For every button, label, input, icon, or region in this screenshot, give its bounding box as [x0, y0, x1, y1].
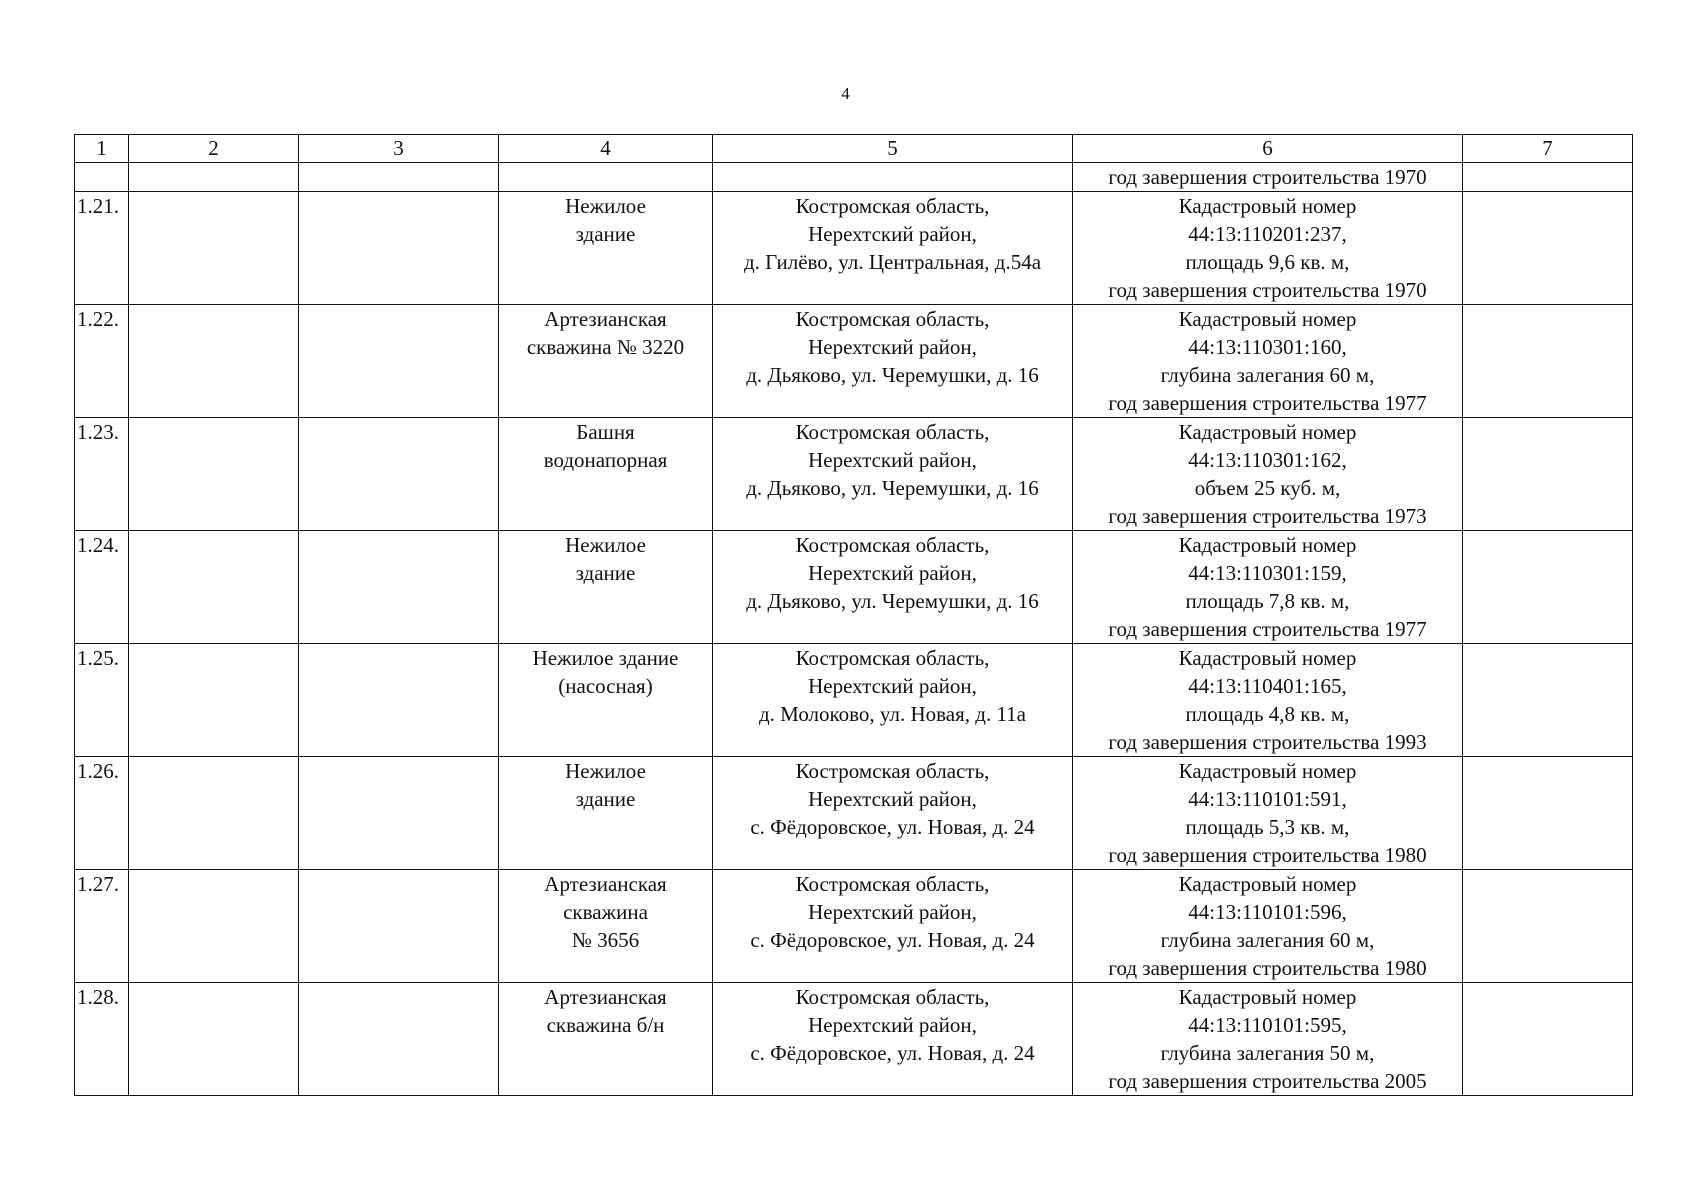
cell-object-name: Нежилое здание — [499, 192, 713, 305]
cell-col-3 — [299, 531, 499, 644]
cell-col-3 — [299, 757, 499, 870]
cell-address: Костромская область, Нерехтский район, д. Дьяково, ул. Черемушки, д. 16 — [713, 531, 1073, 644]
header-row — [75, 135, 1633, 163]
cell-col-3 — [299, 644, 499, 757]
cell-col-3 — [299, 983, 499, 1096]
cell-object-name — [499, 163, 713, 192]
cell-object-name: Башня водонапорная — [499, 418, 713, 531]
cell-object-name: Нежилое здание (насосная) — [499, 644, 713, 757]
cell-col-7 — [1463, 418, 1633, 531]
cell-number: 1.26. — [75, 757, 129, 870]
cell-number: 1.23. — [75, 418, 129, 531]
cell-col-7 — [1463, 644, 1633, 757]
cell-object-name: Артезианская скважина № 3656 — [499, 870, 713, 983]
header-col-2: 2 — [129, 135, 299, 163]
cell-object-name: Артезианская скважина № 3220 — [499, 305, 713, 418]
cell-address: Костромская область, Нерехтский район, д. Гилёво, ул. Центральная, д.54а — [713, 192, 1073, 305]
cell-number: 1.21. — [75, 192, 129, 305]
cell-characteristics: Кадастровый номер 44:13:110101:596, глубина залегания 60 м, год завершения строительства 1980 — [1073, 870, 1463, 983]
cell-characteristics: Кадастровый номер 44:13:110101:595, глубина залегания 50 м, год завершения строительства 2005 — [1073, 983, 1463, 1096]
cell-col-7 — [1463, 163, 1633, 192]
cell-col-2 — [129, 418, 299, 531]
cell-col-3 — [299, 192, 499, 305]
header-col-3: 3 — [299, 135, 499, 163]
cell-characteristics: Кадастровый номер 44:13:110101:591, площадь 5,3 кв. м, год завершения строительства 1980 — [1073, 757, 1463, 870]
table-row — [75, 192, 1633, 305]
table-header — [75, 135, 1633, 163]
cell-col-7 — [1463, 757, 1633, 870]
cell-address: Костромская область, Нерехтский район, д. Дьяково, ул. Черемушки, д. 16 — [713, 418, 1073, 531]
header-col-7: 7 — [1463, 135, 1633, 163]
cell-col-7 — [1463, 192, 1633, 305]
cell-col-7 — [1463, 983, 1633, 1096]
table-body — [75, 163, 1633, 1096]
cell-col-7 — [1463, 870, 1633, 983]
cell-number: 1.22. — [75, 305, 129, 418]
cell-characteristics: Кадастровый номер 44:13:110201:237, площадь 9,6 кв. м, год завершения строительства 1970 — [1073, 192, 1463, 305]
cell-col-2 — [129, 192, 299, 305]
page-number: 4 — [841, 84, 850, 103]
cell-address — [713, 163, 1073, 192]
table-row — [75, 418, 1633, 531]
cell-col-7 — [1463, 531, 1633, 644]
cell-object-name: Артезианская скважина б/н — [499, 983, 713, 1096]
table-row — [75, 644, 1633, 757]
header-col-1: 1 — [75, 135, 129, 163]
cell-col-2 — [129, 870, 299, 983]
cell-col-3 — [299, 418, 499, 531]
cell-characteristics: Кадастровый номер 44:13:110301:162, объем 25 куб. м, год завершения строительства 1973 — [1073, 418, 1463, 531]
property-registry-table — [74, 134, 1633, 1096]
cell-col-3 — [299, 163, 499, 192]
cell-characteristics: Кадастровый номер 44:13:110401:165, площадь 4,8 кв. м, год завершения строительства 1993 — [1073, 644, 1463, 757]
cell-object-name: Нежилое здание — [499, 531, 713, 644]
table-row — [75, 870, 1633, 983]
cell-number: 1.27. — [75, 870, 129, 983]
cell-object-name: Нежилое здание — [499, 757, 713, 870]
cell-col-2 — [129, 305, 299, 418]
cell-number — [75, 163, 129, 192]
header-col-6: 6 — [1073, 135, 1463, 163]
table-row — [75, 305, 1633, 418]
header-col-5: 5 — [713, 135, 1073, 163]
table-row — [75, 531, 1633, 644]
cell-address: Костромская область, Нерехтский район, с. Фёдоровское, ул. Новая, д. 24 — [713, 870, 1073, 983]
cell-number: 1.25. — [75, 644, 129, 757]
cell-address: Костромская область, Нерехтский район, д. Молоково, ул. Новая, д. 11а — [713, 644, 1073, 757]
cell-col-2 — [129, 163, 299, 192]
cell-number: 1.24. — [75, 531, 129, 644]
cell-address: Костромская область, Нерехтский район, с. Фёдоровское, ул. Новая, д. 24 — [713, 757, 1073, 870]
cell-characteristics: Кадастровый номер 44:13:110301:160, глубина залегания 60 м, год завершения строительства 1977 — [1073, 305, 1463, 418]
cell-characteristics: Кадастровый номер 44:13:110301:159, площадь 7,8 кв. м, год завершения строительства 1977 — [1073, 531, 1463, 644]
cell-col-3 — [299, 870, 499, 983]
header-col-4: 4 — [499, 135, 713, 163]
cell-address: Костромская область, Нерехтский район, с. Фёдоровское, ул. Новая, д. 24 — [713, 983, 1073, 1096]
table-row — [75, 983, 1633, 1096]
cell-col-2 — [129, 757, 299, 870]
continuation-row — [75, 163, 1633, 192]
cell-number: 1.28. — [75, 983, 129, 1096]
cell-col-2 — [129, 531, 299, 644]
cell-col-2 — [129, 644, 299, 757]
cell-col-7 — [1463, 305, 1633, 418]
cell-address: Костромская область, Нерехтский район, д. Дьяково, ул. Черемушки, д. 16 — [713, 305, 1073, 418]
cell-col-2 — [129, 983, 299, 1096]
cell-col-3 — [299, 305, 499, 418]
table-row — [75, 757, 1633, 870]
cell-characteristics: год завершения строительства 1970 — [1073, 163, 1463, 192]
